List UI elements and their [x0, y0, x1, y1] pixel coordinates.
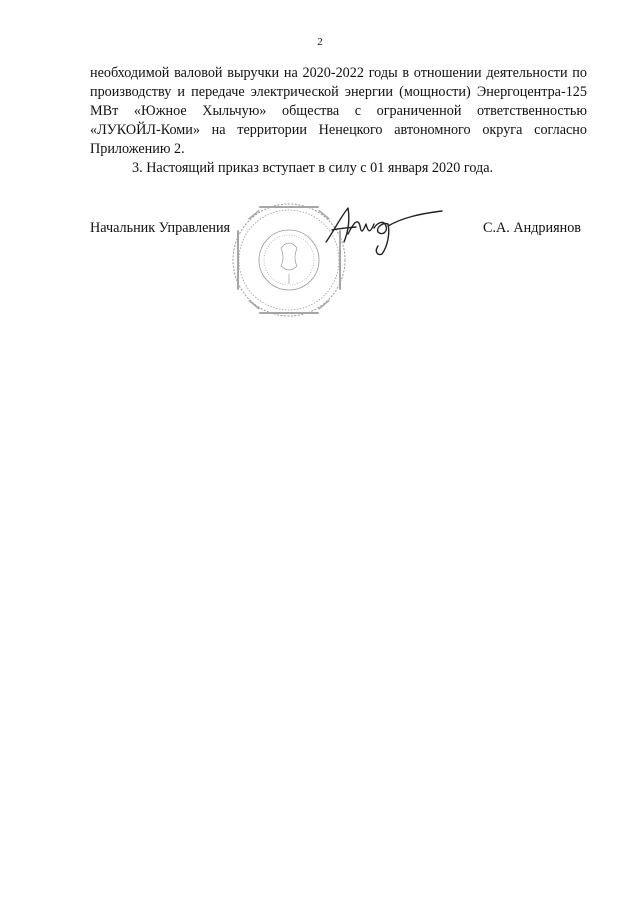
handwritten-signature: [318, 198, 448, 258]
signer-name: С.А. Андриянов: [483, 220, 582, 236]
page-number: 2: [317, 36, 323, 48]
document-body: [90, 64, 587, 178]
signer-position-title: Начальник Управления: [90, 220, 231, 236]
paragraph-continuation: необходимой валовой выручки на 2020-2022 годы в отношении деятельности по производству и передаче электрической энергии (мощности) Энергоцентра-125 МВт «Южное Хыльчую» общества с ограниченной ответственностью «ЛУКОЙЛ-Коми» на территории Ненецкого автономного округа согласно Приложению 2.: [90, 65, 587, 157]
paragraph-effective-date: 3. Настоящий приказ вступает в силу с 01 января 2020 года.: [132, 160, 494, 176]
